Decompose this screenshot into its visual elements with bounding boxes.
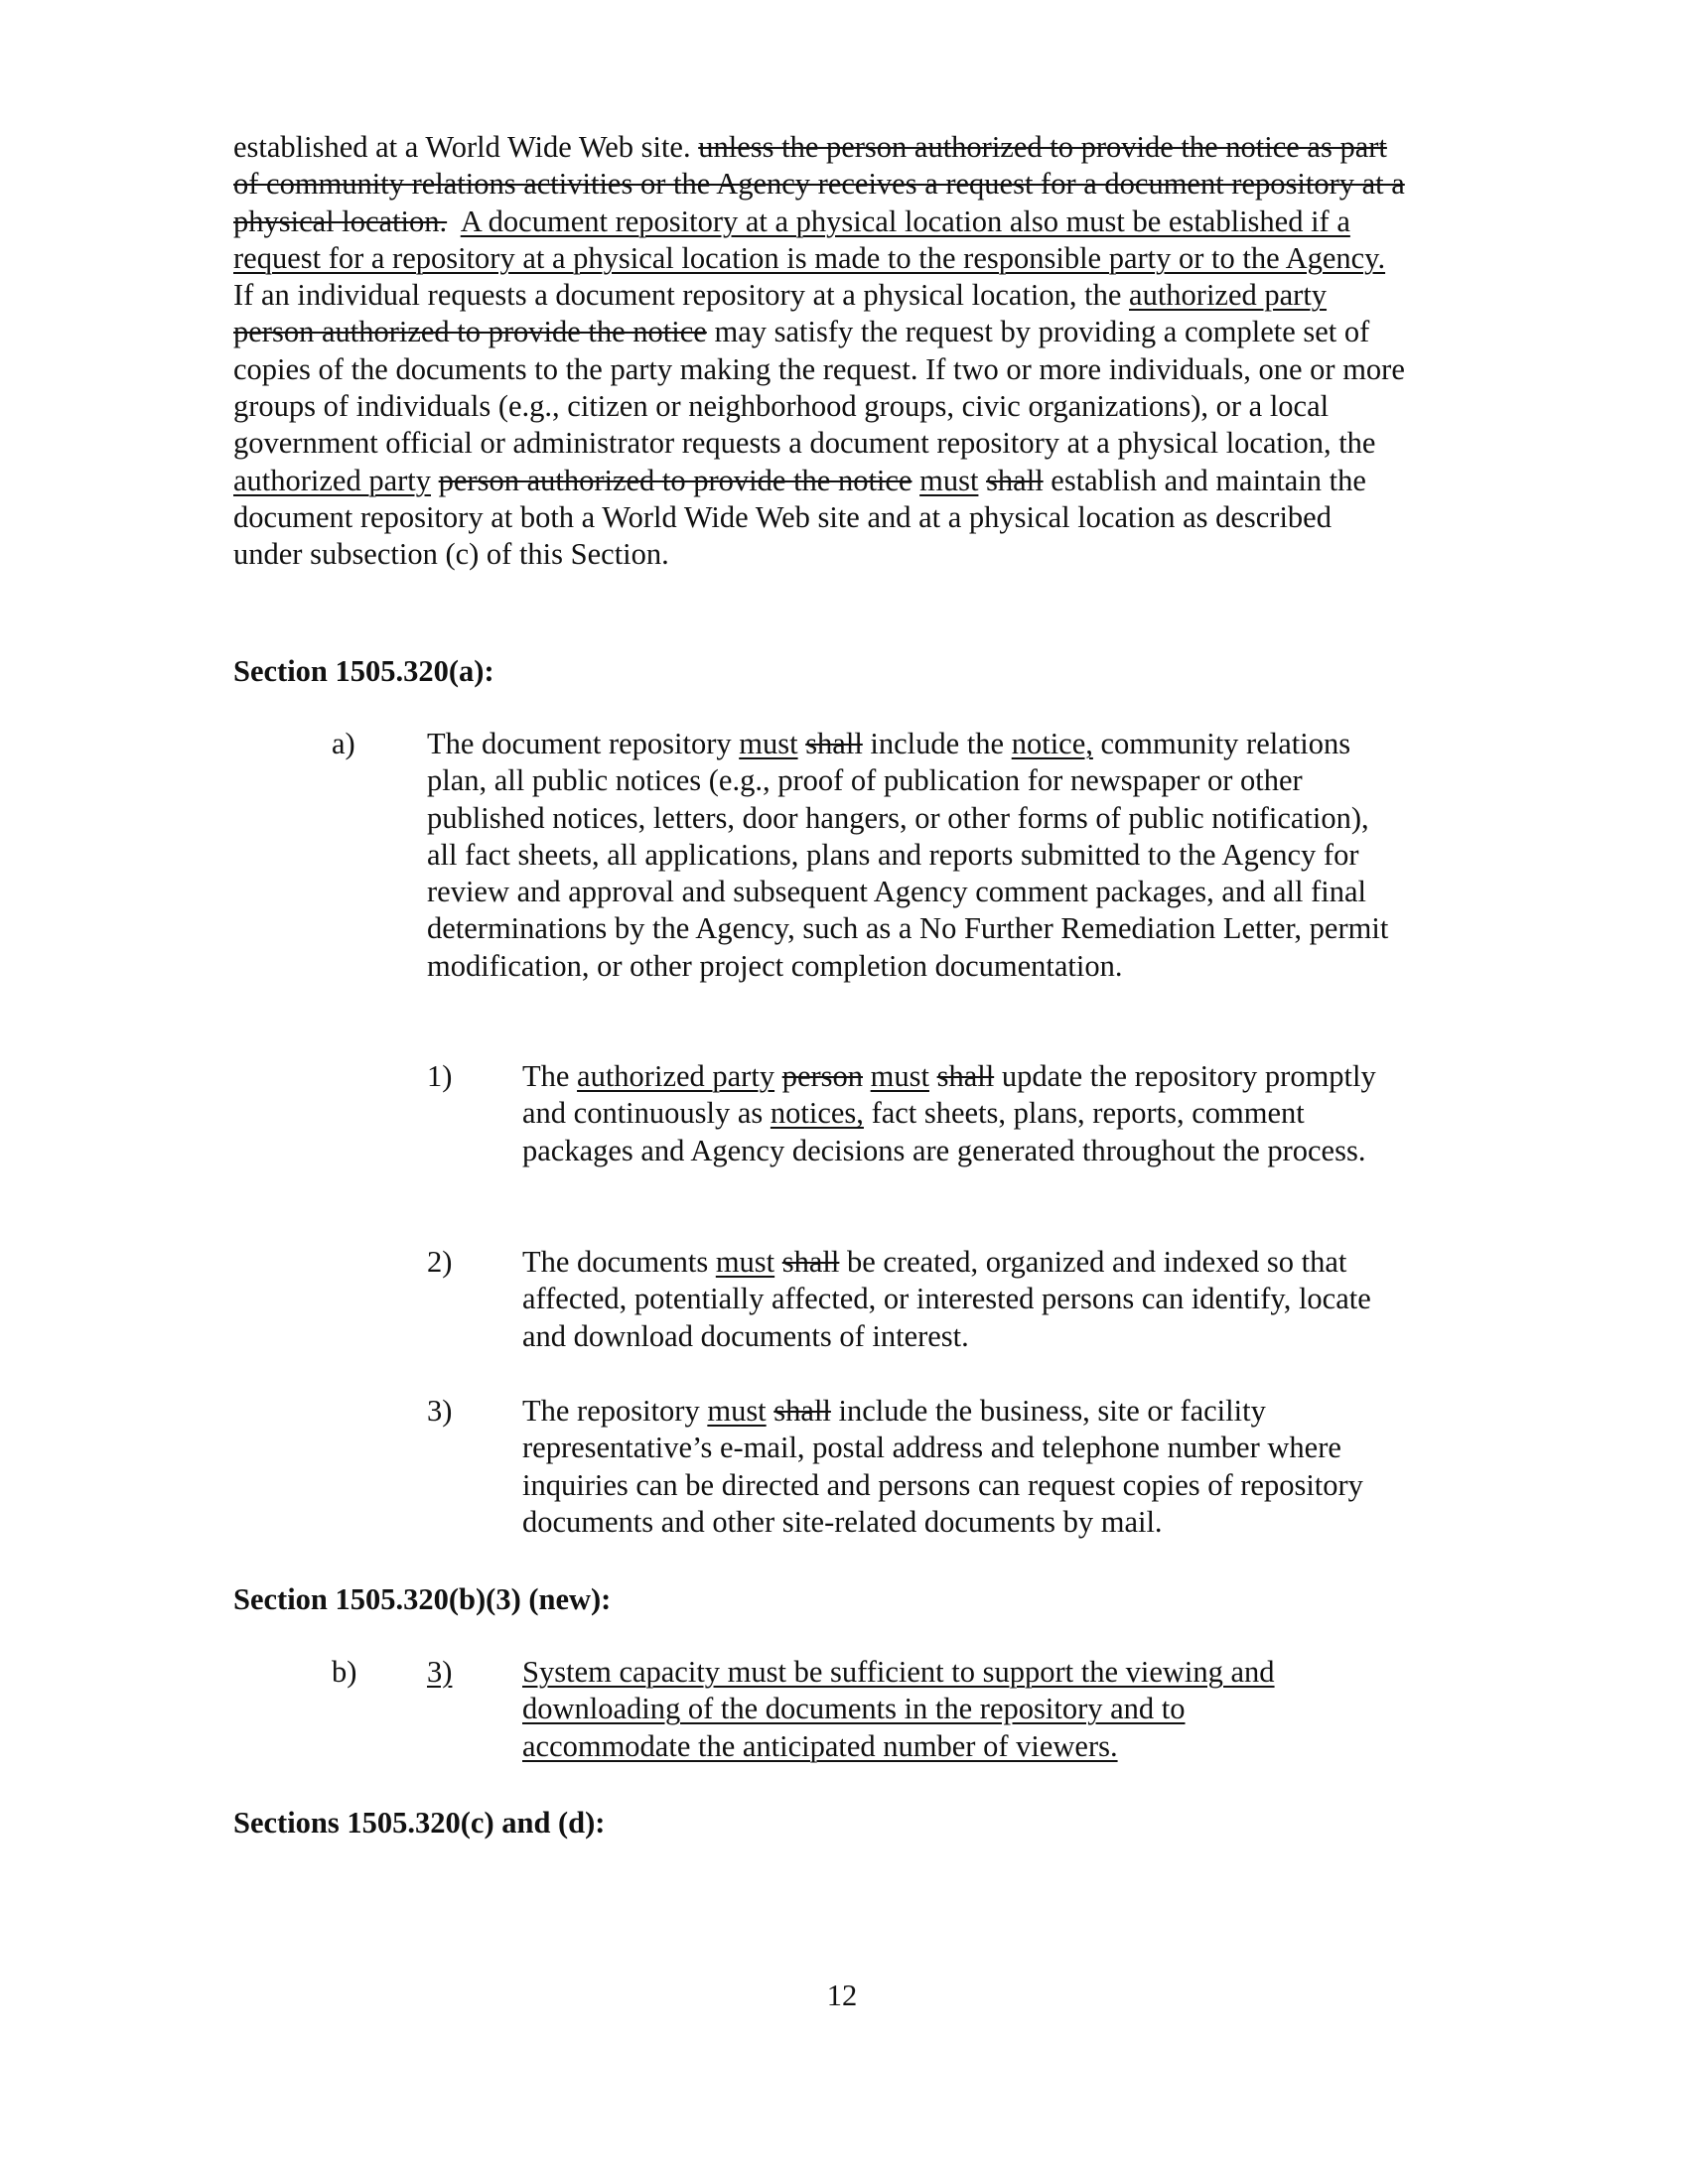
text-run: include the business, site or facility representative’s e-mail, postal address and telephone number where inquiries can be directed and persons can request copies of repository documents and other site-related documents by mail. <box>522 1394 1363 1539</box>
text-run: If an individual requests a document repository at a physical location, the <box>233 278 1122 313</box>
deleted-text: person authorized to provide the notice <box>438 463 912 497</box>
text-run: The <box>522 1059 570 1093</box>
inserted-text: A document repository at a physical location also must be established if a request for a repository at a physical location is made to the responsible party or to the Agency. <box>233 204 1386 275</box>
inserted-text: notices, <box>770 1096 864 1131</box>
text-run: The documents <box>522 1245 709 1279</box>
deleted-text: person authorized to provide the notice <box>233 315 707 349</box>
sub-item-label: 3) <box>427 1655 453 1689</box>
inserted-text: must <box>715 1245 775 1279</box>
section-heading-cd: Sections 1505.320(c) and (d): <box>233 1806 606 1840</box>
deleted-text: shall <box>781 1245 840 1279</box>
item-label: b) <box>332 1655 357 1689</box>
inserted-text: must <box>919 463 979 497</box>
item-label: 3) <box>427 1394 453 1428</box>
text-run: update the repository promptly and continuously as <box>522 1059 1376 1131</box>
inserted-text: notice, <box>1011 727 1093 760</box>
inserted-text: authorized party <box>577 1059 775 1093</box>
inserted-text: must <box>739 727 798 760</box>
inserted-text: authorized party <box>233 463 432 497</box>
inserted-text: authorized party <box>1129 278 1328 313</box>
intro-paragraph <box>233 129 1405 574</box>
item-text <box>522 1393 1401 1541</box>
page-number: 12 <box>826 1979 858 2012</box>
deleted-text: shall <box>936 1059 995 1093</box>
item-text <box>522 1244 1386 1355</box>
item-label: 1) <box>427 1059 453 1093</box>
item-label: a) <box>332 727 355 760</box>
text-run: may satisfy the request by providing a complete set of copies of the documents to the party making the request. If two or more individuals, one or more groups of individuals (e.g., citizen or neighborhood groups, civic organizations), or a local government official or administrator requests a document repository at a physical location, the <box>233 315 1405 461</box>
inserted-text: System capacity must be sufficient to support the viewing and downloading of the documents in the repository and to accommodate the anticipated number of viewers. <box>522 1655 1275 1763</box>
section-heading-b: Section 1505.320(b)(3) (new): <box>233 1582 612 1616</box>
section-heading-a: Section 1505.320(a): <box>233 654 494 688</box>
text-run: fact sheets, plans, reports, comment packages and Agency decisions are generated throughout the process. <box>522 1096 1366 1167</box>
item-text <box>522 1058 1411 1169</box>
inserted-text: must <box>870 1059 929 1093</box>
text-run: The document repository <box>427 727 732 760</box>
text-run: community relations plan, all public notices (e.g., proof of publication for newspaper or other published notices, letters, door hangers, or other forms of public notification), all fact sheets, all applications, plans and reports submitted to the Agency for review and approval and subsequent Agency comment packages, and all final determinations by the Agency, such as a No Further Remediation Letter, permit modification, or other project completion documentation. <box>427 727 1389 983</box>
deleted-text: shall <box>986 463 1044 497</box>
text-run: include the <box>870 727 1005 760</box>
text-run: establish and maintain the document repository at both a World Wide Web site and at a physical location as described under subsection (c) of this Section. <box>233 463 1366 572</box>
deleted-text: person <box>781 1059 864 1093</box>
deleted-text: shall <box>805 727 863 760</box>
text-run: be created, organized and indexed so that affected, potentially affected, or interested persons can identify, locate and download documents of interest. <box>522 1245 1371 1353</box>
text-run: established at a World Wide Web site. <box>233 130 691 164</box>
text-run: The repository <box>522 1394 700 1428</box>
item-label: 2) <box>427 1245 453 1279</box>
inserted-text: must <box>707 1394 767 1428</box>
deleted-text: shall <box>773 1394 831 1428</box>
item-text <box>427 726 1405 985</box>
deleted-text: unless the person authorized to provide the notice as part of community relations activities or the Agency receives a request for a document repository at a physical location. <box>233 130 1405 238</box>
